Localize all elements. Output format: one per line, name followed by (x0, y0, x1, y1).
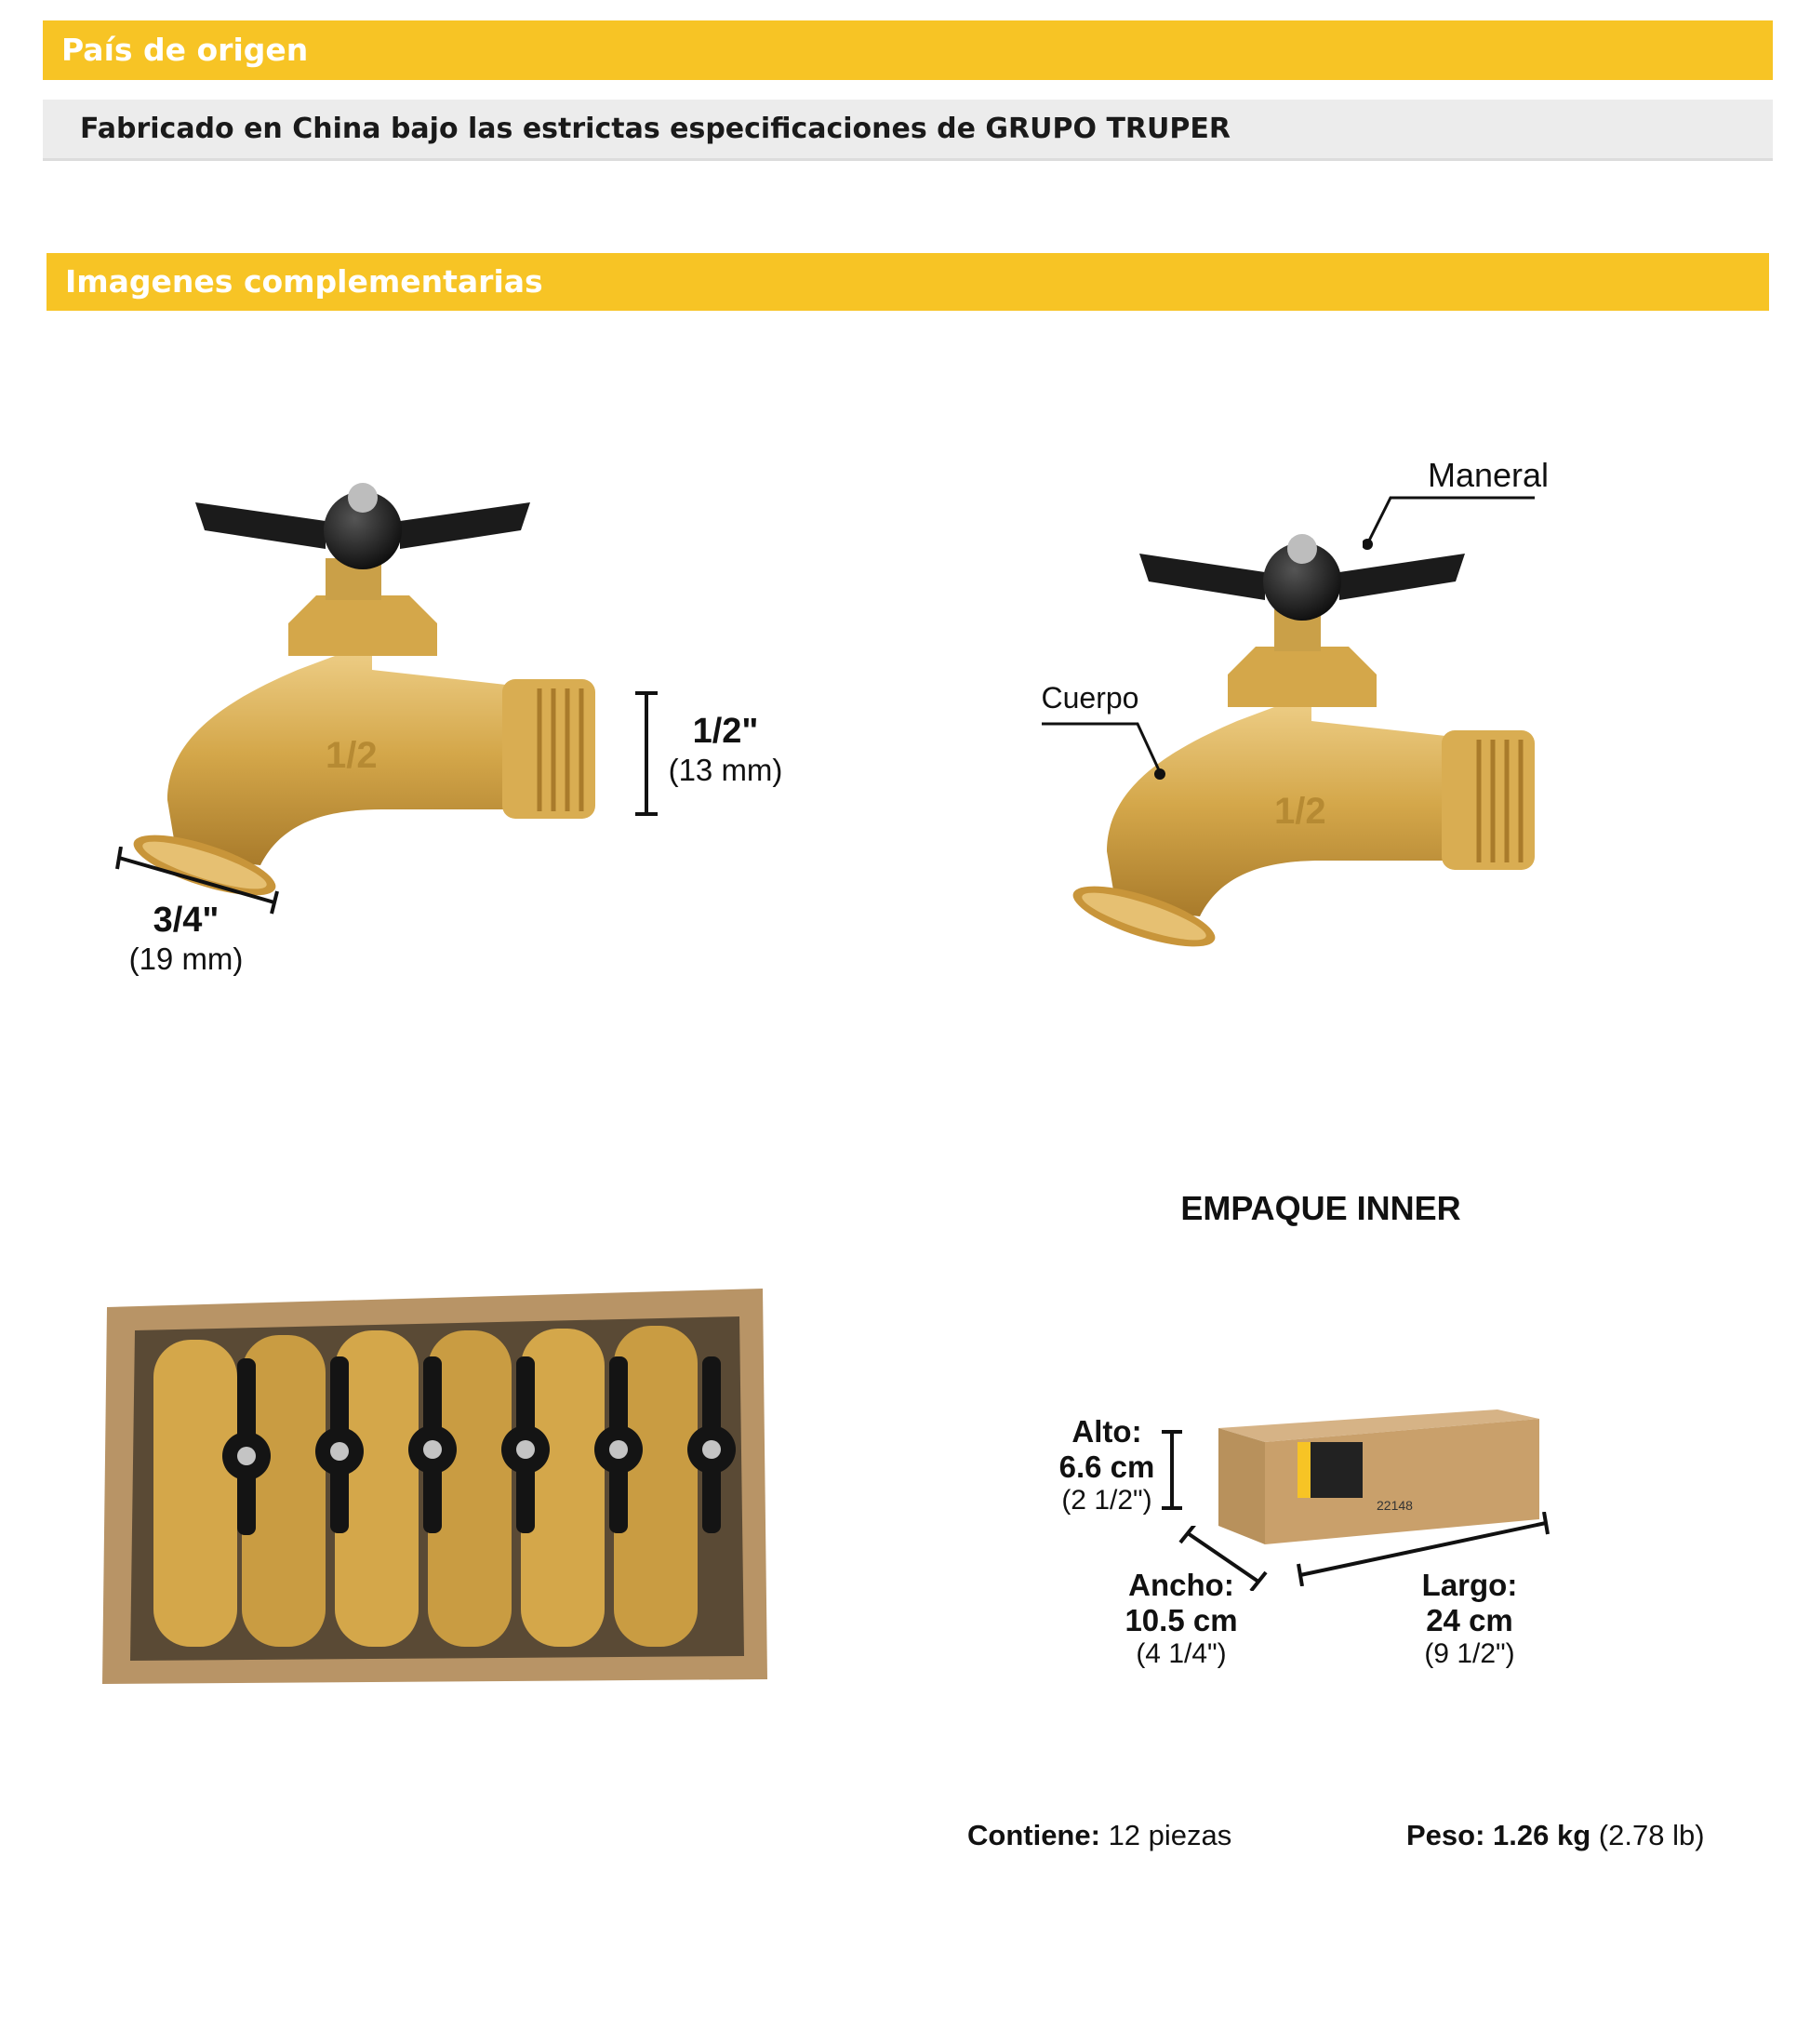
length-cm: 24 cm (1426, 1602, 1513, 1637)
width-label: Ancho: (1128, 1568, 1234, 1602)
handle-label: Maneral (1427, 456, 1550, 494)
weight-line (1406, 1819, 1713, 1852)
box-code: 22148 (1377, 1498, 1413, 1513)
height-in: (2 1/2") (1061, 1484, 1152, 1516)
pack-title: EMPAQUE INNER (1180, 1189, 1461, 1227)
outlet-size: 3/4" (153, 901, 220, 940)
outlet-size-mm: (19 mm) (128, 941, 244, 976)
width-cm: 10.5 cm (1125, 1602, 1238, 1637)
contains-line (967, 1819, 1246, 1852)
inlet-size: 1/2" (692, 712, 759, 751)
length-label: Largo: (1421, 1568, 1518, 1602)
weight-lb: (2.78 lb) (1598, 1819, 1705, 1851)
svg-text:1/2: 1/2 (326, 735, 378, 776)
origin-title: País de origen (61, 32, 309, 68)
inlet-size-label (651, 712, 800, 788)
inlet-size-mm: (13 mm) (668, 752, 783, 787)
height-label-group (1046, 1414, 1167, 1516)
height-label: Alto: (1071, 1414, 1142, 1449)
width-in: (4 1/4") (1136, 1637, 1227, 1669)
box-of-faucets-image (98, 1284, 777, 1698)
outlet-size-label (112, 901, 260, 977)
body-label: Cuerpo (1041, 681, 1139, 715)
svg-text:1/2: 1/2 (1274, 791, 1326, 832)
origin-header (43, 20, 1773, 80)
images-title: Imagenes complementarias (65, 263, 543, 300)
origin-row (43, 100, 1773, 161)
images-header (47, 253, 1769, 311)
width-label-group (1111, 1568, 1251, 1670)
handle-callout-line (1363, 488, 1539, 554)
weight-value: 1.26 kg (1493, 1819, 1591, 1851)
origin-text: Fabricado en China bajo las estrictas especificaciones de GRUPO TRUPER (80, 113, 1231, 145)
contains-value: 12 piezas (1108, 1819, 1232, 1851)
length-label-group (1400, 1568, 1539, 1670)
contains-label: Contiene: (967, 1819, 1100, 1851)
height-cm: 6.6 cm (1058, 1449, 1155, 1484)
weight-label: Peso: (1406, 1819, 1485, 1851)
body-callout-line (1037, 716, 1177, 805)
length-in: (9 1/2") (1424, 1637, 1515, 1669)
